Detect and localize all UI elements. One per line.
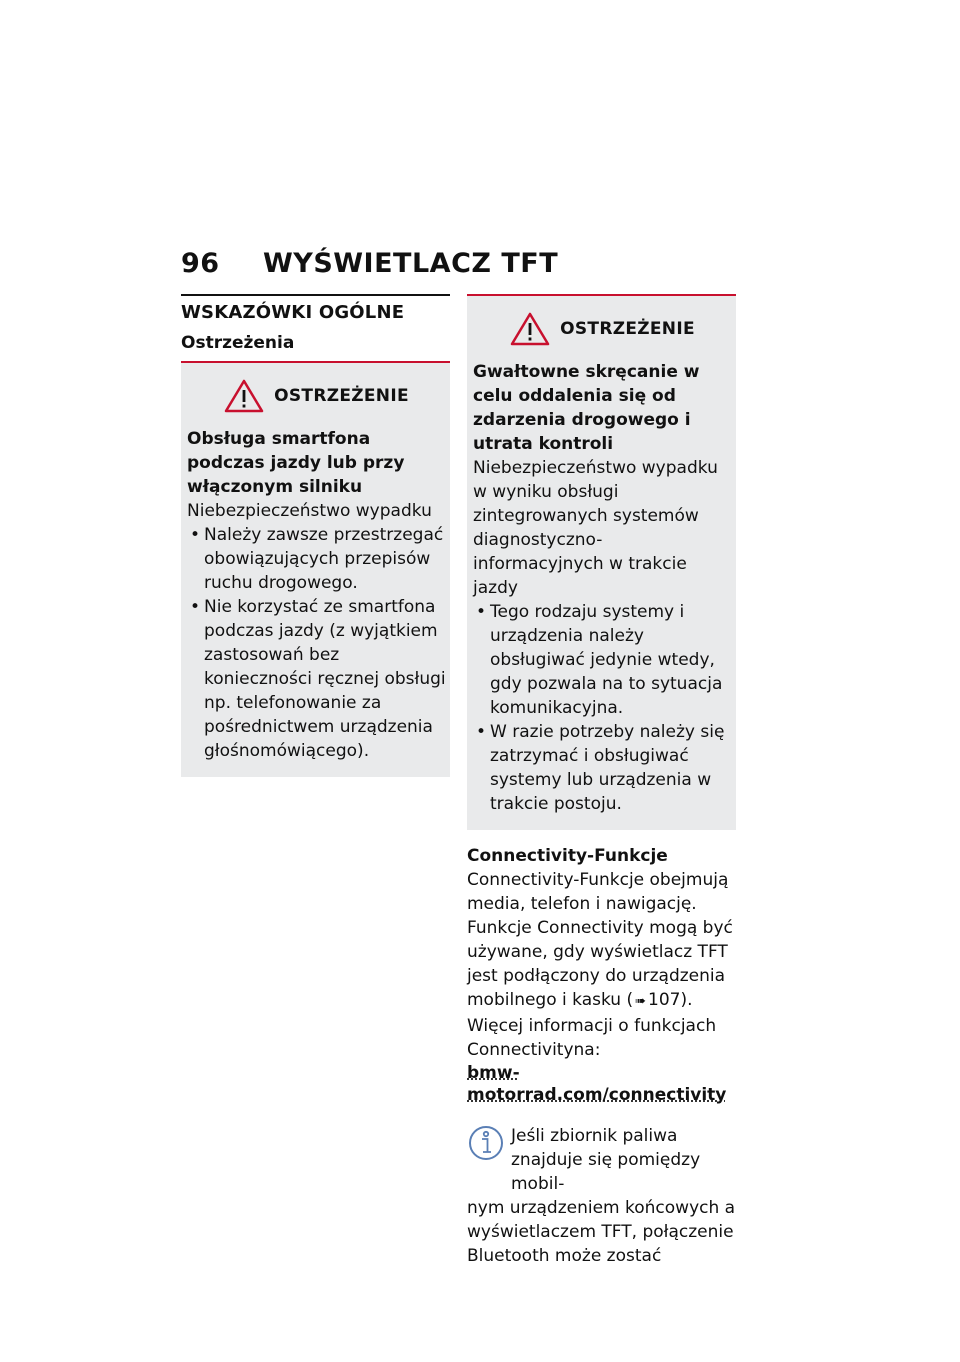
warning-label: OSTRZEŻENIE: [274, 386, 409, 406]
warning-triangle-icon: [510, 312, 550, 346]
page-reference-link[interactable]: 107: [648, 990, 681, 1010]
warning-triangle-icon: [224, 379, 264, 413]
warning-box: [181, 363, 450, 777]
warning-bullet-list: [187, 523, 446, 763]
list-item: • Nie korzystać ze smartfona podczas jazdy (z wyjątkiem zastosowań bez konieczności ręcznej obsługi np. telefonowanie za pośrednictwem urządzenia głośnomówiącego).: [187, 595, 446, 763]
section-title: WSKAZÓWKI OGÓLNE: [181, 302, 405, 323]
website-link[interactable]: bmw-motorrad.com/connectivity: [467, 1063, 727, 1105]
connectivity-text: [467, 868, 736, 1062]
warning-header: [187, 379, 446, 413]
warning-box: [467, 296, 736, 830]
list-item: • W razie potrzeby należy się zatrzymać i obsługiwać systemy lub urządzenia w trakcie postoju.: [473, 720, 732, 816]
connectivity-heading: Connectivity-Funkcje: [467, 846, 668, 866]
info-text-a: Jeśli zbiornik paliwa znajduje się pomiędzy mobil-: [511, 1126, 701, 1194]
page-header: [181, 248, 558, 279]
subsection-title: Ostrzeżenia: [181, 333, 295, 353]
info-note: [467, 1124, 736, 1196]
info-text-b: nym urządzeniem końcowych a wyświetlaczem TFT, połączenie Bluetooth może zostać: [467, 1198, 736, 1266]
page-number: 96: [181, 248, 220, 279]
warning-bullet-list: [473, 600, 732, 816]
section-rule: [181, 294, 450, 296]
left-column: [181, 294, 450, 777]
page-reference-arrow-icon: ➠: [635, 994, 647, 1009]
warning-intro: Niebezpieczeństwo wypadku w wyniku obsługi zintegrowanych systemów diagnostyczno-informacyjnych w trakcie jazdy: [473, 458, 718, 598]
connectivity-text-a: Connectivity-Funkcje obejmują media, telefon i nawigację. Funkcje Connectivity mogą być używane, gdy wyświetlacz TFT jest podłączony do urządzenia mobilnego i kasku (: [467, 870, 733, 1010]
warning-intro: Niebezpieczeństwo wypadku: [187, 501, 432, 521]
warning-heading: Obsługa smartfona podczas jazdy lub przy włączonym silniku: [187, 429, 405, 497]
right-column: [467, 294, 736, 1268]
list-item: • Należy zawsze przestrzegać obowiązujących przepisów ruchu drogowego.: [187, 523, 446, 595]
info-icon: [467, 1124, 505, 1164]
warning-label: OSTRZEŻENIE: [560, 319, 695, 339]
list-item: • Tego rodzaju systemy i urządzenia należy obsługiwać jedynie wtedy, gdy pozwala na to sytuacja komunikacyjna.: [473, 600, 732, 720]
connectivity-text-b: ). Więcej informacji o funkcjach Connectivityna:: [467, 990, 717, 1060]
warning-heading: Gwałtowne skręcanie w celu oddalenia się od zdarzenia drogowego i utrata kontroli: [473, 362, 700, 454]
page-title: WYŚWIETLACZ TFT: [263, 248, 559, 279]
warning-header: [473, 312, 732, 346]
